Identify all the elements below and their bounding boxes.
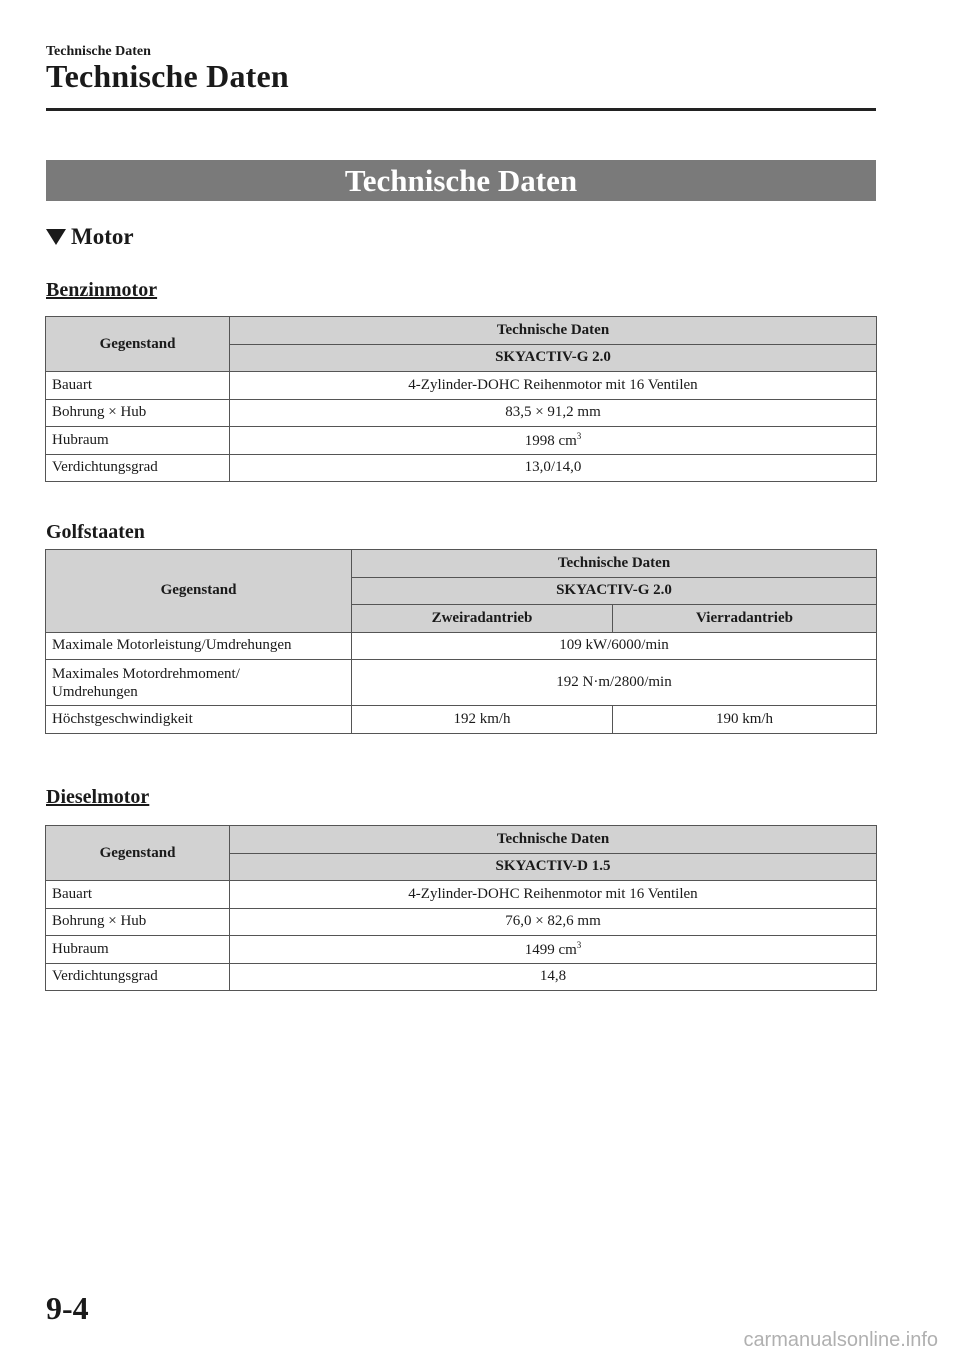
row-value: 4-Zylinder-DOHC Reihenmotor mit 16 Ventilen bbox=[230, 372, 877, 400]
motor-section-label: Motor bbox=[71, 224, 134, 249]
benzin-title: Benzinmotor bbox=[46, 279, 158, 301]
row-value: 83,5 × 91,2 mm bbox=[230, 399, 877, 427]
row-value bbox=[230, 427, 877, 455]
col-header-model: SKYACTIV-D 1.5 bbox=[230, 853, 877, 881]
row-value: 190 km/h bbox=[613, 706, 877, 734]
row-label: Hubraum bbox=[46, 936, 230, 964]
table-row bbox=[46, 454, 877, 482]
superscript: 3 bbox=[576, 430, 582, 441]
section-banner: Technische Daten bbox=[46, 160, 876, 201]
diesel-table bbox=[45, 825, 877, 991]
table-row bbox=[46, 660, 877, 706]
table-row bbox=[46, 908, 877, 936]
motor-section-heading bbox=[46, 224, 134, 250]
row-label-line: Umdrehungen bbox=[52, 683, 138, 700]
row-value: 192 N·m/2800/min bbox=[352, 660, 877, 706]
row-value: 109 kW/6000/min bbox=[352, 632, 877, 660]
row-label: Verdichtungsgrad bbox=[46, 963, 230, 991]
col-header-data: Technische Daten bbox=[230, 826, 877, 854]
diesel-title: Dieselmotor bbox=[46, 786, 150, 808]
col-header-model: SKYACTIV-G 2.0 bbox=[230, 344, 877, 372]
table-row bbox=[46, 399, 877, 427]
header-rule bbox=[46, 108, 876, 111]
row-label: Verdichtungsgrad bbox=[46, 454, 230, 482]
benzin-table bbox=[45, 316, 877, 482]
col-header-item: Gegenstand bbox=[46, 317, 230, 372]
watermark: carmanualsonline.info bbox=[743, 1329, 938, 1351]
row-label: Hubraum bbox=[46, 427, 230, 455]
row-value: 14,8 bbox=[230, 963, 877, 991]
col-header-data: Technische Daten bbox=[352, 550, 877, 578]
page-number: 9-4 bbox=[46, 1290, 89, 1326]
row-value: 76,0 × 82,6 mm bbox=[230, 908, 877, 936]
row-value bbox=[230, 936, 877, 964]
row-label: Bauart bbox=[46, 881, 230, 909]
row-label: Höchstgeschwindigkeit bbox=[46, 706, 352, 734]
col-header-model: SKYACTIV-G 2.0 bbox=[352, 577, 877, 605]
row-value: 4-Zylinder-DOHC Reihenmotor mit 16 Ventilen bbox=[230, 881, 877, 909]
table-row bbox=[46, 963, 877, 991]
row-label-line: Maximales Motordrehmoment/ bbox=[52, 665, 240, 682]
running-header: Technische Daten bbox=[46, 44, 151, 59]
col-header-4wd: Vierradantrieb bbox=[613, 605, 877, 633]
golf-table bbox=[45, 549, 877, 734]
chapter-title: Technische Daten bbox=[46, 58, 289, 94]
row-label: Bohrung × Hub bbox=[46, 908, 230, 936]
displacement-value: 1998 cm bbox=[524, 432, 577, 449]
superscript: 3 bbox=[576, 939, 582, 950]
table-row bbox=[46, 706, 877, 734]
col-header-2wd: Zweiradantrieb bbox=[352, 605, 613, 633]
col-header-item: Gegenstand bbox=[46, 826, 230, 881]
col-header-data: Technische Daten bbox=[230, 317, 877, 345]
row-value: 13,0/14,0 bbox=[230, 454, 877, 482]
table-row bbox=[46, 632, 877, 660]
table-row bbox=[46, 427, 877, 455]
table-row bbox=[46, 881, 877, 909]
table-row bbox=[46, 936, 877, 964]
row-label: Bauart bbox=[46, 372, 230, 400]
displacement-value: 1499 cm bbox=[524, 941, 577, 958]
row-value: 192 km/h bbox=[352, 706, 613, 734]
row-label: Maximale Motorleistung/Umdrehungen bbox=[46, 632, 352, 660]
col-header-item: Gegenstand bbox=[46, 550, 352, 633]
row-label bbox=[46, 660, 352, 706]
row-label: Bohrung × Hub bbox=[46, 399, 230, 427]
table-row bbox=[46, 372, 877, 400]
golf-title: Golfstaaten bbox=[46, 521, 145, 543]
triangle-bullet-icon bbox=[46, 229, 66, 245]
